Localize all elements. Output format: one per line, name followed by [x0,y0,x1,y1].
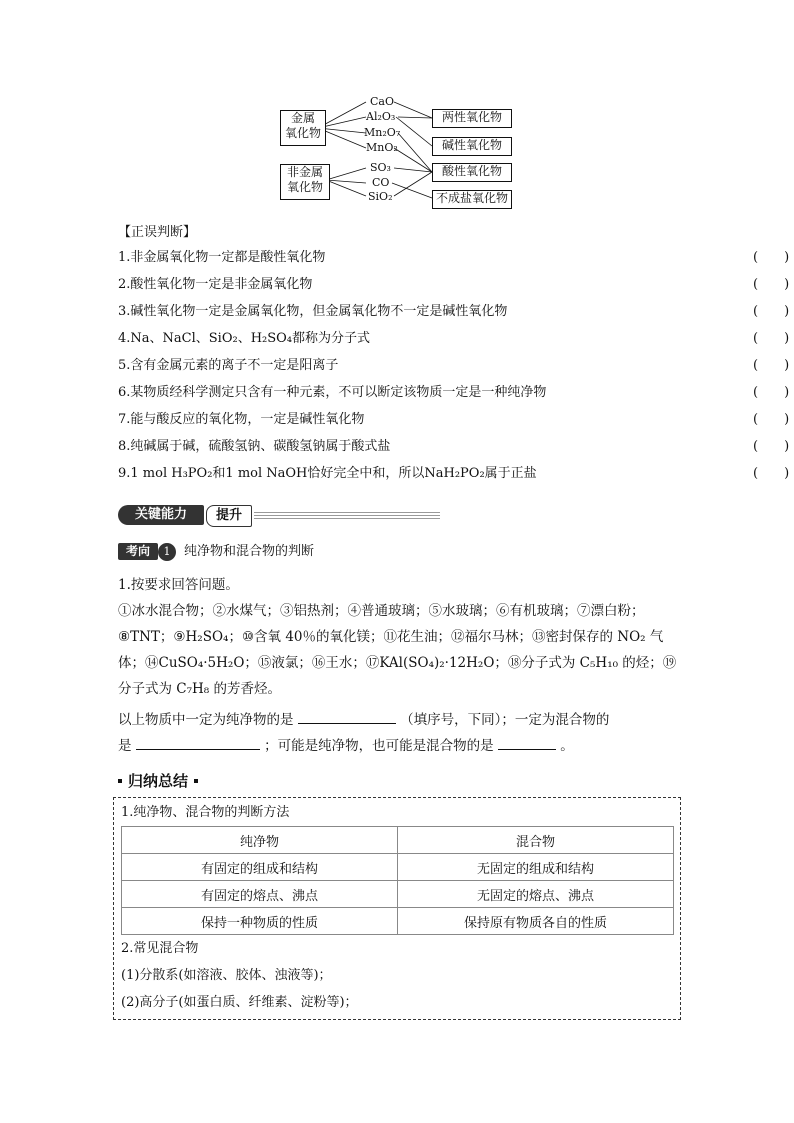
table-cell: 有固定的熔点、沸点 [122,881,398,908]
question-line: ①冰水混合物；②水煤气；③铝热剂；④普通玻璃；⑤水玻璃；⑥有机玻璃；⑦漂白粉； [118,603,645,619]
judgement-text: 3.碱性氧化物一定是金属氧化物，但金属氧化物不一定是碱性氧化物 [118,304,508,319]
section-decor-stripes [254,512,440,521]
answer-blank[interactable]: ( ) [753,439,790,454]
comparison-table [121,826,674,935]
table-cell: 保持原有物质各自的性质 [398,908,674,935]
question-text: 以上物质中一定为纯净物的是 [118,712,294,728]
answer-blank[interactable]: ( ) [753,277,790,292]
summary-subheading: 1.纯净物、混合物的判断方法 [121,805,290,820]
section-label: 关键能力 [118,505,204,525]
oxide-mn2o7: Mn₂O₇ [364,126,401,139]
table-cell: 保持一种物质的性质 [122,908,398,935]
answer-blank-either[interactable] [498,733,556,750]
table-row [122,908,674,935]
table-header-mixture: 混合物 [398,827,674,854]
oxide-mno2: MnO₂ [366,141,398,154]
answer-blank[interactable]: ( ) [753,466,790,481]
answer-blank[interactable]: ( ) [753,358,790,373]
question-fill-line [118,707,794,733]
question-text: 是 [118,738,132,754]
topic-number: 1 [158,543,176,561]
question-fill-line [118,733,794,759]
question-line: 体；⑭CuSO₄·5H₂O；⑮液氯；⑯王水；⑰KAl(SO₄)₂·12H₂O；⑱分子式为 C₅H₁₀ 的烃；⑲ [118,655,677,671]
judgement-text: 4.Na、NaCl、SiO₂、H₂SO₄都称为分子式 [118,331,371,346]
judgement-item [118,383,793,403]
type-non-salt-forming: 不成盐氧化物 [432,190,512,209]
table-cell: 无固定的熔点、沸点 [398,881,674,908]
metal-box-line1: 金属 [290,111,315,125]
question-text: 。 [560,738,574,754]
judgement-text: 9.1 mol H₃PO₂和1 mol NaOH恰好完全中和，所以NaH₂PO₂属于正盐 [118,466,537,481]
judgement-text: 6.某物质经科学测定只含有一种元素，不可以断定该物质一定是一种纯净物 [118,385,547,400]
judgement-heading: 【正误判断】 [118,225,197,240]
question-line: 1.按要求回答问题。 [118,577,239,593]
judgement-item [118,275,793,295]
answer-blank[interactable]: ( ) [753,250,790,265]
summary-item: (1)分散系(如溶液、胶体、浊液等)； [121,968,332,983]
judgement-item [118,410,793,430]
table-header-row [122,827,674,854]
judgement-item [118,302,793,322]
summary-subheading: 2.常见混合物 [121,941,199,956]
question-line: 分子式为 C₇H₈ 的芳香烃。 [118,681,282,697]
question-text: （填序号，下同）；一定为混合物的 [400,712,610,728]
judgement-item [118,356,793,376]
oxide-so3: SO₃ [370,161,391,174]
type-basic: 碱性氧化物 [432,137,512,156]
judgement-text: 7.能与酸反应的氧化物，一定是碱性氧化物 [118,412,365,427]
question-text: ；可能是纯净物，也可能是混合物的是 [264,738,494,754]
answer-blank-mixture[interactable] [136,733,260,750]
square-bullet-icon [118,779,122,783]
oxide-sio2: SiO₂ [368,190,393,203]
type-acidic: 酸性氧化物 [432,163,512,182]
judgement-text: 2.酸性氧化物一定是非金属氧化物 [118,277,313,292]
oxide-cao: CaO [370,95,394,108]
question-line: ⑧TNT；⑨H₂SO₄；⑩含氧 40％的氧化镁；⑪花生油；⑫福尔马林；⑬密封保存的 NO₂ 气 [118,629,664,645]
table-cell: 有固定的组成和结构 [122,854,398,881]
judgement-text: 1.非金属氧化物一定都是酸性氧化物 [118,250,326,265]
topic-badge: 考向 [118,543,158,560]
type-amphoteric: 两性氧化物 [432,109,512,128]
answer-blank[interactable]: ( ) [753,385,790,400]
summary-heading [118,770,198,791]
judgement-text: 8.纯碱属于碱，硫酸氢钠、碳酸氢钠属于酸式盐 [118,439,391,454]
judgement-item [118,464,793,484]
judgement-item [118,437,793,457]
metal-box-line2: 氧化物 [284,126,321,140]
table-row [122,881,674,908]
table-cell: 无固定的组成和结构 [398,854,674,881]
oxide-al2o3: Al₂O₃ [366,110,396,123]
judgement-item [118,248,793,268]
oxide-co: CO [372,176,390,189]
topic-title: 纯净物和混合物的判断 [184,544,315,559]
judgement-item [118,329,793,349]
table-header-pure: 纯净物 [122,827,398,854]
answer-blank-pure[interactable] [298,707,396,724]
square-bullet-icon [194,779,198,783]
summary-item: (2)高分子(如蛋白质、纤维素、淀粉等)； [121,995,358,1010]
nonmetal-box-line2: 氧化物 [286,180,323,194]
nonmetal-box-line1: 非金属 [286,165,323,179]
summary-heading-text: 归纳总结 [128,772,189,790]
table-row [122,854,674,881]
judgement-text: 5.含有金属元素的离子不一定是阳离子 [118,358,339,373]
metal-oxide-box [280,110,326,146]
answer-blank[interactable]: ( ) [753,412,790,427]
answer-blank[interactable]: ( ) [753,331,790,346]
nonmetal-oxide-box [280,164,330,200]
section-label-secondary: 提升 [206,505,252,527]
answer-blank[interactable]: ( ) [753,304,790,319]
